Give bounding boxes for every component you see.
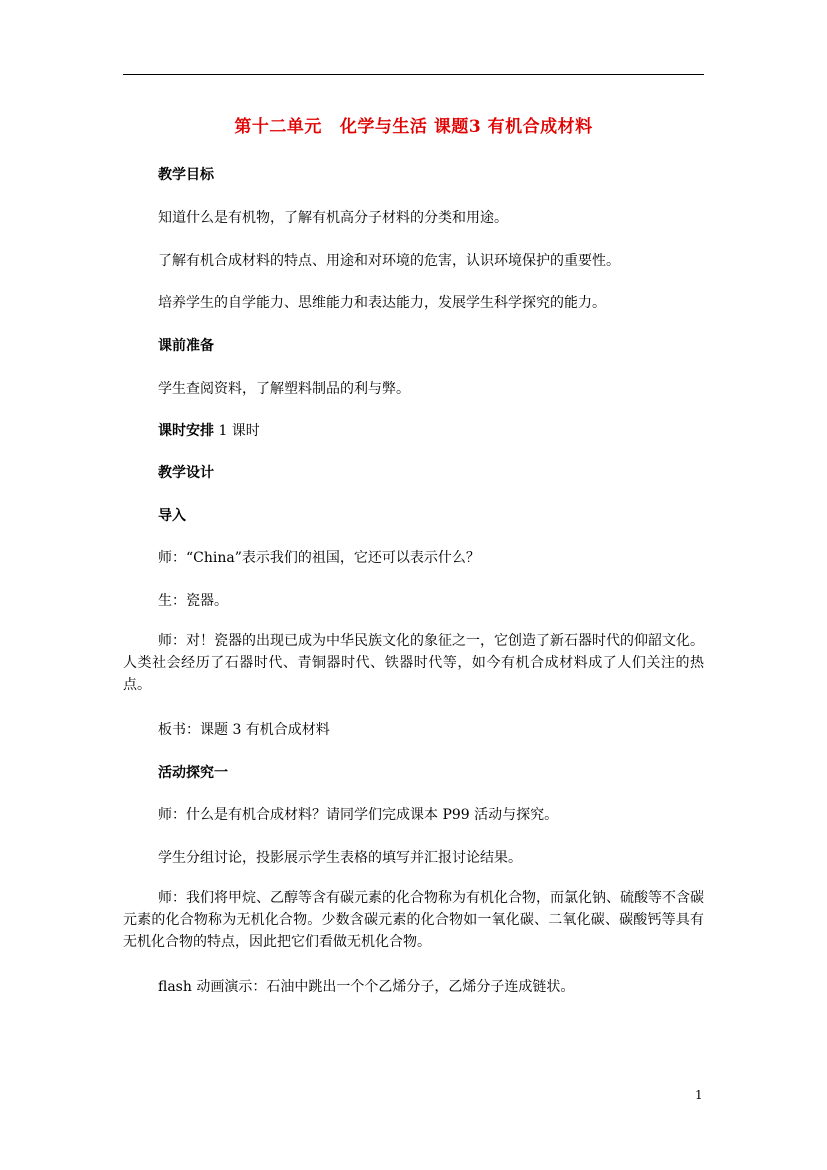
intro-teacher-question: 师：“China”表示我们的祖国，它还可以表示什么？	[158, 550, 480, 566]
title-topic: 化学与生活 课题3 有机合成材料	[339, 117, 593, 137]
activity1-teacher-question: 师：什么是有机合成材料？请同学们完成课本 P99 活动与探究。	[158, 807, 559, 823]
activity1-student-activity: 学生分组讨论，投影展示学生表格的填写并汇报讨论结果。	[158, 850, 522, 866]
preparation-heading: 课前准备	[158, 338, 214, 354]
title-unit: 第十二单元	[234, 117, 322, 137]
objective-item-1: 知道什么是有机物，了解有机高分子材料的分类和用途。	[158, 210, 508, 226]
intro-teacher-response-paragraph	[123, 630, 704, 696]
preparation-text: 学生查阅资料，了解塑料制品的利与弊。	[158, 381, 410, 397]
activity1-teacher-explain-paragraph	[123, 887, 704, 953]
design-heading: 教学设计	[158, 465, 214, 481]
schedule-value: 1 课时	[214, 423, 260, 439]
intro-board-note: 板书：课题 3 有机合成材料	[158, 722, 330, 738]
schedule-label: 课时安排	[158, 423, 214, 439]
activity1-flash-demo: flash 动画演示：石油中跳出一个个乙烯分子，乙烯分子连成链状。	[158, 979, 575, 995]
objective-item-2: 了解有机合成材料的特点、用途和对环境的危害，认识环境保护的重要性。	[158, 253, 620, 269]
document-title	[0, 112, 827, 137]
objectives-heading: 教学目标	[158, 167, 214, 183]
activity1-heading: 活动探究一	[158, 765, 228, 781]
intro-student-answer: 生：瓷器。	[158, 593, 228, 609]
activity1-teacher-explain: 师：我们将甲烷、乙醇等含有碳元素的化合物称为有机化合物，而氯化钠、硫酸等不含碳元素的化合物称为无机化合物。少数含碳元素的化合物如一氧化碳、二氧化碳、碳酸钙等具有无机化合物的特点，因此把它们看做无机化合物。	[123, 890, 704, 950]
schedule-line	[158, 422, 260, 440]
header-rule	[123, 74, 704, 75]
intro-heading: 导入	[158, 508, 186, 524]
page-number: 1	[695, 1088, 703, 1102]
objective-item-3: 培养学生的自学能力、思维能力和表达能力，发展学生科学探究的能力。	[158, 295, 606, 311]
intro-teacher-response: 师：对！瓷器的出现已成为中华民族文化的象征之一，它创造了新石器时代的仰韶文化。人类社会经历了石器时代、青铜器时代、铁器时代等，如今有机合成材料成了人们关注的热点。	[123, 633, 704, 693]
